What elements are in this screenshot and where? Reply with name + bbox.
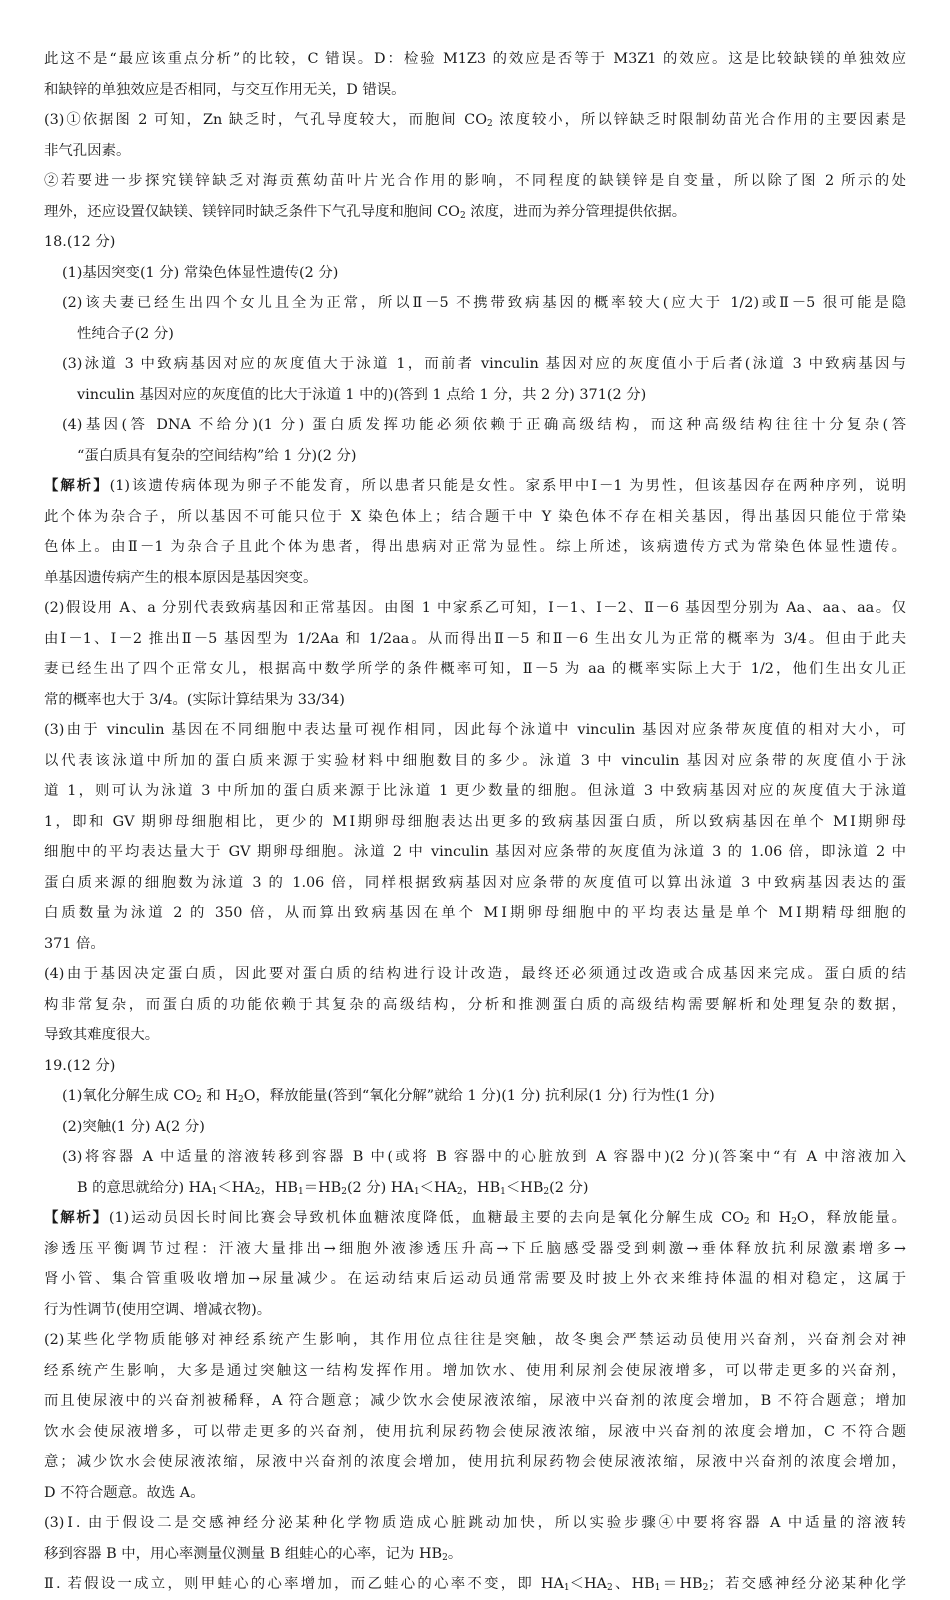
text-line — [44, 654, 906, 685]
text-line — [44, 410, 906, 441]
text-run: 单基因遗传病产生的根本原因是基因突变。 — [44, 569, 318, 586]
text-run: 浓度较小，所以锌缺乏时限制幼苗光合作用的主要因素是 — [492, 112, 906, 128]
text-run: (2)突触(1 分) A(2 分) — [62, 1118, 205, 1135]
text-run: (4)基因(答 DNA 不给分)(1 分) 蛋白质发挥功能必须依赖于正确高级结构，而这种高级结构往往十分复杂(答 — [62, 417, 906, 433]
text-line — [44, 807, 906, 838]
text-run: 和 H — [201, 1088, 238, 1104]
text-run: 19.(12 分) — [44, 1057, 116, 1074]
text-line — [44, 319, 906, 350]
text-line — [44, 349, 906, 380]
text-line — [44, 1203, 906, 1234]
subscript: 1 — [297, 1186, 304, 1197]
text-run: ，HB — [260, 1179, 298, 1196]
text-run: 理外，还应设置仅缺镁、镁锌同时缺乏条件下气孔导度和胞间 CO — [44, 203, 460, 220]
text-line — [44, 593, 906, 624]
text-run: (1)氧化分解生成 CO — [62, 1088, 197, 1104]
subscript: 1 — [500, 1186, 506, 1197]
subscript: 2 — [702, 1583, 709, 1593]
text-line — [44, 502, 906, 533]
text-run: (2 分) — [549, 1179, 589, 1196]
text-run: (1)基因突变(1 分) 常染色体显性遗传(2 分) — [62, 264, 339, 281]
subscript: 2 — [237, 1095, 244, 1105]
text-run: vinculin 基因对应的灰度值的比大于泳道 1 中的)(答到 1 点给 1 分，共 2 分) 371(2 分) — [77, 386, 647, 403]
text-run: 经系统产生影响，大多是通过突触这一结构发挥作用。增加饮水、使用利尿剂会使尿液增多，可以带走更多的兴奋剂， — [44, 1362, 906, 1379]
text-run: 此个体为杂合子，所以基因不可能只位于 X 染色体上；结合题干中 Y 染色体不存在相关基因，得出基因只能位于常染 — [44, 508, 906, 525]
text-run: (1)运动员因长时间比赛会导致机体血糖浓度降低，血糖最主要的去向是氧化分解生成 CO — [108, 1210, 744, 1226]
text-run: 蛋白质来源的细胞数为泳道 3 的 1.06 倍，同样根据致病基因对应条带的灰度值可以算出泳道 3 中致病基因表达的蛋 — [44, 874, 906, 891]
text-run: 白质数量为泳道 2 的 350 倍，从而算出致病基因在单个 MⅠ期卵母细胞中的平均表达量是单个 MⅠ期精母细胞的 — [44, 905, 906, 921]
text-run: (3)将容器 A 中适量的溶液转移到容器 B 中(或将 B 容器中的心脏放到 A 容器中)(2 分)(答案中“有 A 中溶液加入 — [62, 1149, 906, 1165]
text-run: 由Ⅰ－1、Ⅰ－2 推出Ⅱ－5 基因型为 1/2Aa 和 1/2aa。从而得出Ⅱ－5 和Ⅱ－6 生出女儿为正常的概率为 3/4。但由于此夫 — [44, 630, 906, 647]
text-line — [44, 1478, 906, 1509]
subscript: 2 — [254, 1186, 261, 1197]
subscript: 2 — [341, 1186, 347, 1197]
text-run: 371 倍。 — [44, 935, 105, 952]
text-line — [44, 1112, 906, 1143]
text-run: 饮水会使尿液增多，可以带走更多的兴奋剂，使用抗利尿药物会使尿液浓缩，尿液中兴奋剂的浓度会增加，C 不符合题 — [44, 1423, 906, 1440]
text-line — [44, 715, 906, 746]
text-run: (1)该遗传病体现为卵子不能发育，所以患者只能是女性。家系甲中Ⅰ－1 为男性，但该基因存在两种序列，说明 — [109, 478, 906, 494]
text-line — [44, 776, 906, 807]
text-run: O，释放能量(答到“氧化分解”就给 1 分)(1 分) 抗利尿(1 分) 行为性(1 分) — [243, 1088, 715, 1104]
text-run: ＜HA — [569, 1576, 607, 1592]
text-run: 以代表该泳道中所加的蛋白质来源于实验材料中细胞数目的多少。泳道 3 中 vinculin 基因对应条带的灰度值小于泳 — [44, 752, 906, 769]
text-run: ；若交感神经分泌某种化学 — [708, 1576, 906, 1592]
text-line — [44, 227, 906, 258]
text-line — [44, 197, 906, 228]
text-line — [44, 1020, 906, 1051]
text-line — [44, 1508, 906, 1539]
subscript: 2 — [196, 1095, 202, 1105]
subscript: 2 — [606, 1583, 613, 1593]
text-line — [44, 166, 906, 197]
text-line — [44, 959, 906, 990]
text-run: (3)由于 vinculin 基因在不同细胞中表达量可视作相同，因此每个泳道中 vinculin 基因对应条带灰度值的相对大小，可 — [44, 722, 906, 738]
text-line — [44, 1417, 906, 1448]
text-line — [44, 929, 906, 960]
text-run: 非气孔因素。 — [44, 142, 131, 159]
text-line — [44, 898, 906, 929]
text-run: 浓度，进而为养分管理提供依据。 — [465, 203, 687, 220]
text-line — [44, 75, 906, 106]
text-run: 常的概率也大于 3/4。(实际计算结果为 33/34) — [44, 691, 345, 708]
text-line — [44, 1081, 906, 1112]
text-run: ＜HB — [505, 1179, 544, 1196]
text-run: ，HB — [462, 1179, 501, 1196]
text-run: 道 1，则可认为泳道 3 中所加的蛋白质来源于比泳道 1 更少数量的细胞。但泳道 3 中致病基因对应的灰度值大于泳道 — [44, 783, 906, 799]
text-run: 意；减少饮水会使尿液浓缩，尿液中兴奋剂的浓度会增加，使用抗利尿药物会使尿液浓缩，尿液中兴奋剂的浓度会增加， — [44, 1454, 906, 1470]
document-page — [44, 44, 906, 1600]
text-line — [44, 990, 906, 1021]
text-line — [44, 1356, 906, 1387]
analysis-tag: 【解析】 — [44, 1209, 109, 1226]
subscript: 1 — [654, 1583, 661, 1593]
text-run: (4)由于基因决定蛋白质，因此要对蛋白质的结构进行设计改造，最终还必须通过改造或合成基因来完成。蛋白质的结 — [44, 966, 906, 982]
text-run: 18.(12 分) — [44, 234, 116, 250]
text-line — [44, 746, 906, 777]
text-line — [44, 1051, 906, 1082]
subscript: 2 — [743, 1217, 750, 1227]
text-run: (2)某些化学物质能够对神经系统产生影响，其作用位点往往是突触，故冬奥会严禁运动员使用兴奋剂，兴奋剂会对神 — [44, 1332, 906, 1348]
text-run: 色体上。由Ⅱ－1 为杂合子且此个体为患者，得出患病对正常为显性。综上所述，该病遗传方式为常染色体显性遗传。 — [44, 539, 906, 555]
text-run: (2)该夫妻已经生出四个女儿且全为正常，所以Ⅱ－5 不携带致病基因的概率较大(应大于 1/2)或Ⅱ－5 很可能是隐 — [62, 295, 906, 311]
subscript: 1 — [563, 1583, 570, 1593]
text-run: (3)泳道 3 中致病基因对应的灰度值大于泳道 1，而前者 vinculin 基因对应的灰度值小于后者(泳道 3 中致病基因与 — [62, 356, 906, 372]
text-run: ＜HA — [419, 1179, 457, 1196]
text-line — [44, 1539, 906, 1570]
text-line — [44, 868, 906, 899]
text-run: 导致其难度很大。 — [44, 1027, 160, 1043]
text-run: ＝HB — [303, 1179, 342, 1196]
text-run: 肾小管、集合管重吸收增加→尿量减少。在运动结束后运动员通常需要及时披上外衣来维持体温的相对稳定，这属于 — [44, 1271, 906, 1287]
text-line — [44, 44, 906, 75]
text-run: ＝HB — [660, 1576, 703, 1592]
text-line — [44, 624, 906, 655]
text-line — [44, 288, 906, 319]
text-line — [44, 136, 906, 167]
subscript: 1 — [413, 1186, 420, 1197]
text-run: 行为性调节(使用空调、增减衣物)。 — [44, 1301, 272, 1318]
text-run: 此这不是“最应该重点分析”的比较，C 错误。D：检验 M1Z3 的效应是否等于 M3Z1 的效应。这是比较缺镁的单独效应 — [44, 51, 906, 67]
text-line — [44, 258, 906, 289]
text-run: “蛋白质具有复杂的空间结构”给 1 分)(2 分) — [77, 447, 357, 464]
text-run: ②若要进一步探究镁锌缺乏对海贡蕉幼苗叶片光合作用的影响，不同程度的缺镁锌是自变量，所以除了图 2 所示的处 — [44, 173, 906, 189]
text-run: 、HB — [612, 1576, 655, 1592]
subscript: 1 — [211, 1186, 218, 1197]
text-line — [44, 380, 906, 411]
text-line — [44, 1142, 906, 1173]
text-run: 妻已经生出了四个正常女儿，根据高中数学所学的条件概率可知，Ⅱ－5 为 aa 的概率实际上大于 1/2，他们生出女儿正 — [44, 661, 906, 677]
text-run: 移到容器 B 中，用心率测量仪测量 B 组蛙心的心率，记为 HB — [44, 1545, 443, 1562]
text-line — [44, 685, 906, 716]
text-line — [44, 1386, 906, 1417]
subscript: 2 — [487, 119, 493, 129]
text-line — [44, 837, 906, 868]
text-run: 性纯合子(2 分) — [77, 325, 174, 342]
subscript: 2 — [459, 210, 466, 221]
text-line — [44, 1447, 906, 1478]
text-run: O，释放能量。 — [796, 1210, 906, 1226]
text-run: 1，即和 GV 期卵母细胞相比，更少的 MⅠ期卵母细胞表达出更多的致病基因蛋白质，所以致病基因在单个 MⅠ期卵母 — [44, 813, 906, 830]
text-run: ＜HA — [217, 1179, 255, 1196]
text-run: (3)①依据图 2 可知，Zn 缺乏时，气孔导度较大，而胞间 CO — [44, 112, 487, 128]
text-line — [44, 105, 906, 136]
text-line — [44, 532, 906, 563]
text-line — [44, 1295, 906, 1326]
text-run: 。 — [447, 1545, 463, 1562]
text-line — [44, 1569, 906, 1600]
text-run: 和 H — [749, 1210, 792, 1226]
text-line — [44, 1173, 906, 1204]
text-run: Ⅱ. 若假设一成立，则甲蛙心的心率增加，而乙蛙心的心率不变，即 HA — [44, 1576, 564, 1592]
text-run: D 不符合题意。故选 A。 — [44, 1484, 205, 1501]
subscript: 2 — [442, 1552, 448, 1563]
text-run: 而且使尿液中的兴奋剂被稀释，A 符合题意；减少饮水会使尿液浓缩，尿液中兴奋剂的浓度会增加，B 不符合题意；增加 — [44, 1393, 906, 1409]
text-run: (3)Ⅰ. 由于假设二是交感神经分泌某种化学物质造成心脏跳动加快，所以实验步骤④中要将容器 A 中适量的溶液转 — [44, 1515, 906, 1531]
text-run: 渗透压平衡调节过程：汗液大量排出→细胞外液渗透压升高→下丘脑感受器受到刺激→垂体释放抗利尿激素增多→ — [44, 1240, 906, 1257]
text-run: 构非常复杂，而蛋白质的功能依赖于其复杂的高级结构，分析和推测蛋白质的高级结构需要解析和处理复杂的数据， — [44, 996, 906, 1013]
subscript: 2 — [456, 1186, 463, 1197]
analysis-tag: 【解析】 — [44, 477, 110, 494]
text-line — [44, 1264, 906, 1295]
text-run: 细胞中的平均表达量大于 GV 期卵母细胞。泳道 2 中 vinculin 基因对应条带的灰度值为泳道 3 的 1.06 倍，即泳道 2 中 — [44, 844, 906, 860]
text-line — [44, 1234, 906, 1265]
text-run: 和缺锌的单独效应是否相同，与交互作用无关，D 错误。 — [44, 81, 406, 98]
subscript: 2 — [543, 1186, 550, 1197]
text-run: B 的意思就给分) HA — [77, 1179, 212, 1196]
text-line — [44, 1325, 906, 1356]
subscript: 2 — [791, 1217, 797, 1227]
text-run: (2)假设用 A、a 分别代表致病基因和正常基因。由图 1 中家系乙可知，Ⅰ－1、Ⅰ－2、Ⅱ－6 基因型分别为 Aa、aa、aa。仅 — [44, 600, 906, 616]
text-run: (2 分) HA — [346, 1179, 414, 1196]
text-line — [44, 471, 906, 502]
text-line — [44, 563, 906, 594]
text-line — [44, 441, 906, 472]
